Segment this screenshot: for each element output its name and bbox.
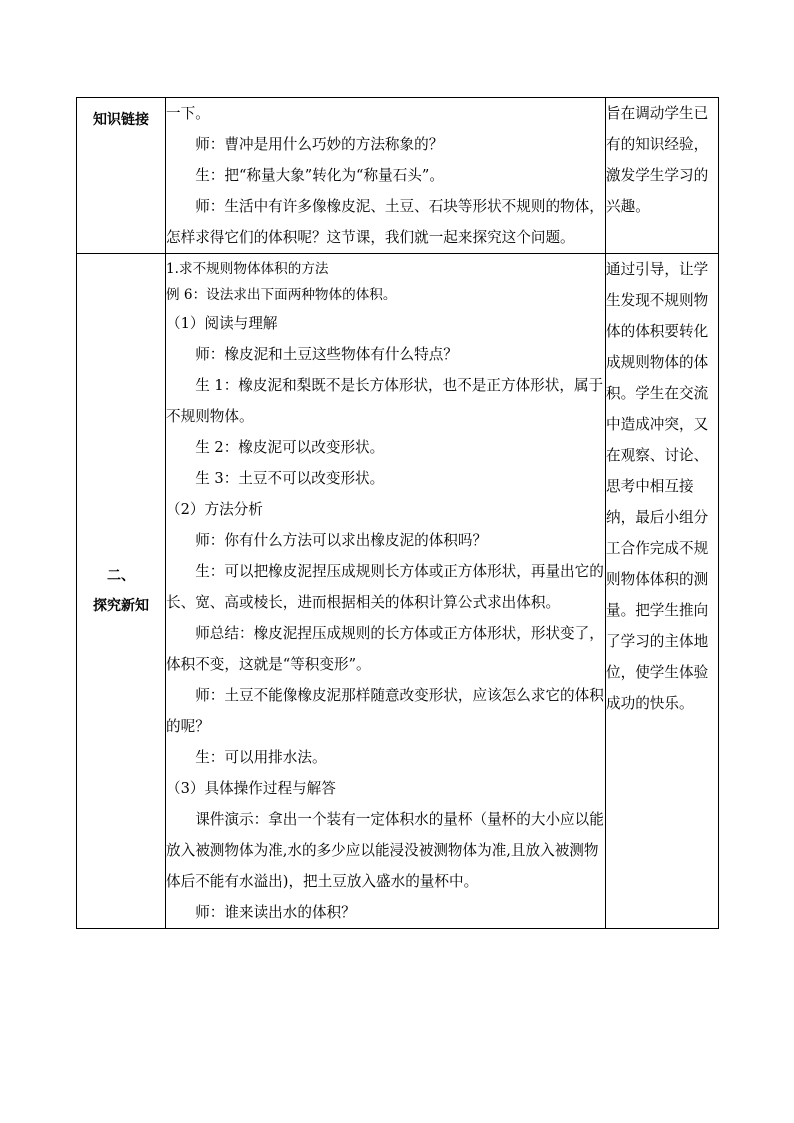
paragraph: 生 3：土豆不可以改变形状。: [195, 470, 385, 487]
paragraph: 师：橡皮泥和土豆这些物体有什么特点？: [195, 346, 458, 363]
design-intent-text: 旨在调动学生已有的知识经验，激发学生学习的兴趣。: [606, 105, 709, 215]
design-intent-text: 通过引导，让学生发现不规则物体的体积要转化成规则物体的体积。学生在交流中造成冲突，又在观察、讨论、思考中相互接纳，最后小组分工合作完成不规则物体体积的测量。把学生推向了学习的主体地位，使学生体验成功的快乐。: [606, 261, 709, 712]
paragraph: 师：你有什么方法可以求出橡皮泥的体积吗？: [195, 532, 488, 549]
paragraph: 课件演示：拿出一个装有一定体积水的量杯（量杯的大小应以能放入被测物体为准,水的多少应以能浸没被测物体为准,且放入被测物体后不能有水溢出)，把土豆放入盛水的量杯中。: [166, 811, 604, 890]
section-content-cell: [166, 98, 606, 254]
paragraph: 1.求不规则物体体积的方法: [166, 261, 329, 277]
lesson-plan-table: [76, 97, 719, 929]
paragraph: 生：把“称量大象”转化为“称量石头”。: [195, 167, 444, 184]
paragraph: 师：谁来读出水的体积？: [195, 904, 356, 921]
table-row: [77, 98, 719, 254]
section-label-cell: [77, 254, 166, 929]
paragraph: 师总结：橡皮泥捏压成规则的长方体或正方体形状，形状变了，体积不变，这就是“等积变形”。: [166, 625, 604, 673]
table-row: [77, 254, 719, 929]
paragraph: （2）方法分析: [166, 501, 263, 518]
section-number: 二、: [107, 568, 135, 584]
design-intent-cell: [606, 98, 719, 254]
paragraph: 生：可以用排水法。: [195, 749, 327, 766]
paragraph: 生 2：橡皮泥可以改变形状。: [195, 439, 385, 456]
paragraph: 师：生活中有许多像橡皮泥、土豆、石块等形状不规则的物体，怎样求得它们的体积呢？这节课，我们就一起来探究这个问题。: [166, 198, 604, 246]
section-content-cell: [166, 254, 606, 929]
paragraph: （1）阅读与理解: [166, 315, 278, 332]
paragraph: 生 1：橡皮泥和梨既不是长方体形状，也不是正方体形状，属于不规则物体。: [166, 377, 604, 425]
section-label: 知识链接: [93, 112, 149, 128]
paragraph: 例 6：设法求出下面两种物体的体积。: [166, 287, 397, 303]
paragraph: 生：可以把橡皮泥捏压成规则长方体或正方体形状，再量出它的长、宽、高或棱长，进而根据相关的体积计算公式求出体积。: [166, 563, 604, 611]
paragraph: （3）具体操作过程与解答: [166, 780, 336, 797]
design-intent-cell: [606, 254, 719, 929]
paragraph: 师：曹冲是用什么巧妙的方法称象的？: [195, 136, 444, 153]
section-label-cell: [77, 98, 166, 254]
paragraph: 师：土豆不能像橡皮泥那样随意改变形状，应该怎么求它的体积的呢？: [166, 687, 604, 735]
section-label: 探究新知: [93, 598, 149, 614]
paragraph: 一下。: [166, 105, 210, 122]
